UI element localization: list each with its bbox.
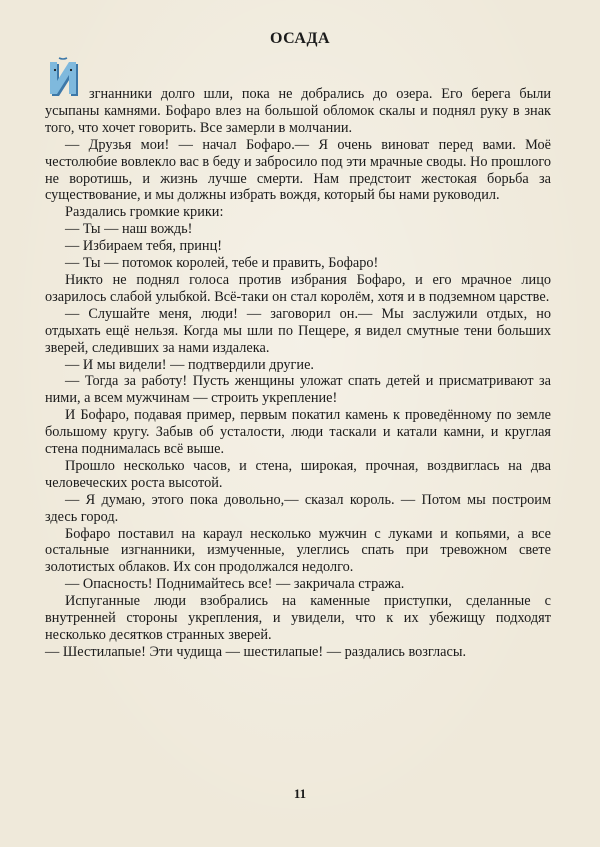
paragraph-10: — Тогда за работу! Пусть женщины уложат спать детей и присматривают за ними, а всем мужчинам — строить укрепление! (45, 373, 551, 407)
paragraph-6: — Ты — потомок королей, тебе и править, Бофаро! (65, 255, 379, 272)
page-number: 11 (293, 786, 307, 801)
paragraph-11: И Бофаро, подавая пример, первым покатил камень к проведённому по земле большому кругу. Забыв об усталости, люди таскали и катали камни, и круглая стена поднималась всё выше. (45, 407, 551, 458)
paragraph-1 (45, 86, 551, 137)
story-text (45, 86, 551, 661)
paragraph-15: — Опасность! Поднимайтесь все! — закричала стража. (65, 576, 405, 593)
chapter-title: ОСАДА (269, 30, 330, 47)
paragraph-16: Испуганные люди взобрались на каменные приступки, сделанные с внутренней стороны укрепления, и увидели, что к их убежищу подходят несколько десятков странных зверей. (45, 593, 551, 643)
paragraph-17: — Шестилапые! Эти чудища — шестилапые! — раздались возгласы. (45, 643, 467, 660)
paragraph-13: — Я думаю, этого пока довольно,— сказал король. — Потом мы построим здесь город. (45, 491, 551, 525)
paragraph-5: — Избираем тебя, принц! (65, 238, 222, 255)
paragraph-8: — Слушайте меня, люди! — заговорил он.— Мы заслужили отдых, но отдыхать ещё нельзя. Когда мы шли по Пещере, я видел смутные тени больших зверей, следивших за нами издалека. (45, 305, 551, 356)
paragraph-3: Раздались громкие крики: (65, 204, 224, 221)
paragraph-7: Никто не поднял голоса против избрания Бофаро, и его мрачное лицо озарилось слабой улыбкой. Всё-таки он стал королём, хотя и в подземном царстве. (45, 271, 551, 305)
paragraph-2: — Друзья мои! — начал Бофаро.— Я очень виноват перед вами. Моё честолюбие вовлекло вас в беду и забросило под эти мрачные своды. Но прошлого не воротишь, и жизнь лучше смерти. Нам предстоит жестокая борьба за существование, и мы должны избрать вождя, который бы нами руководил. (45, 136, 551, 204)
paragraph-4: — Ты — наш вождь! (65, 221, 193, 238)
paragraph-12: Прошло несколько часов, и стена, широкая, прочная, воздвиглась на два человеческих роста высотой. (45, 457, 551, 491)
paragraph-14: Бофаро поставил на караул несколько мужчин с луками и копьями, а все остальные изгнанники, измученные, улеглись спать при тревожном свете золотистых облаков. Их сон продолжался недолго. (45, 525, 551, 576)
paragraph-1-text: згнанники долго шли, пока не добрались до озера. Его берега были усыпаны камнями. Бофаро влез на большой обломок скалы и поднял руку в знак того, что хочет говорить. Все замерли в молчании. (45, 86, 551, 136)
paragraph-9: — И мы видели! — подтвердили другие. (65, 356, 314, 373)
